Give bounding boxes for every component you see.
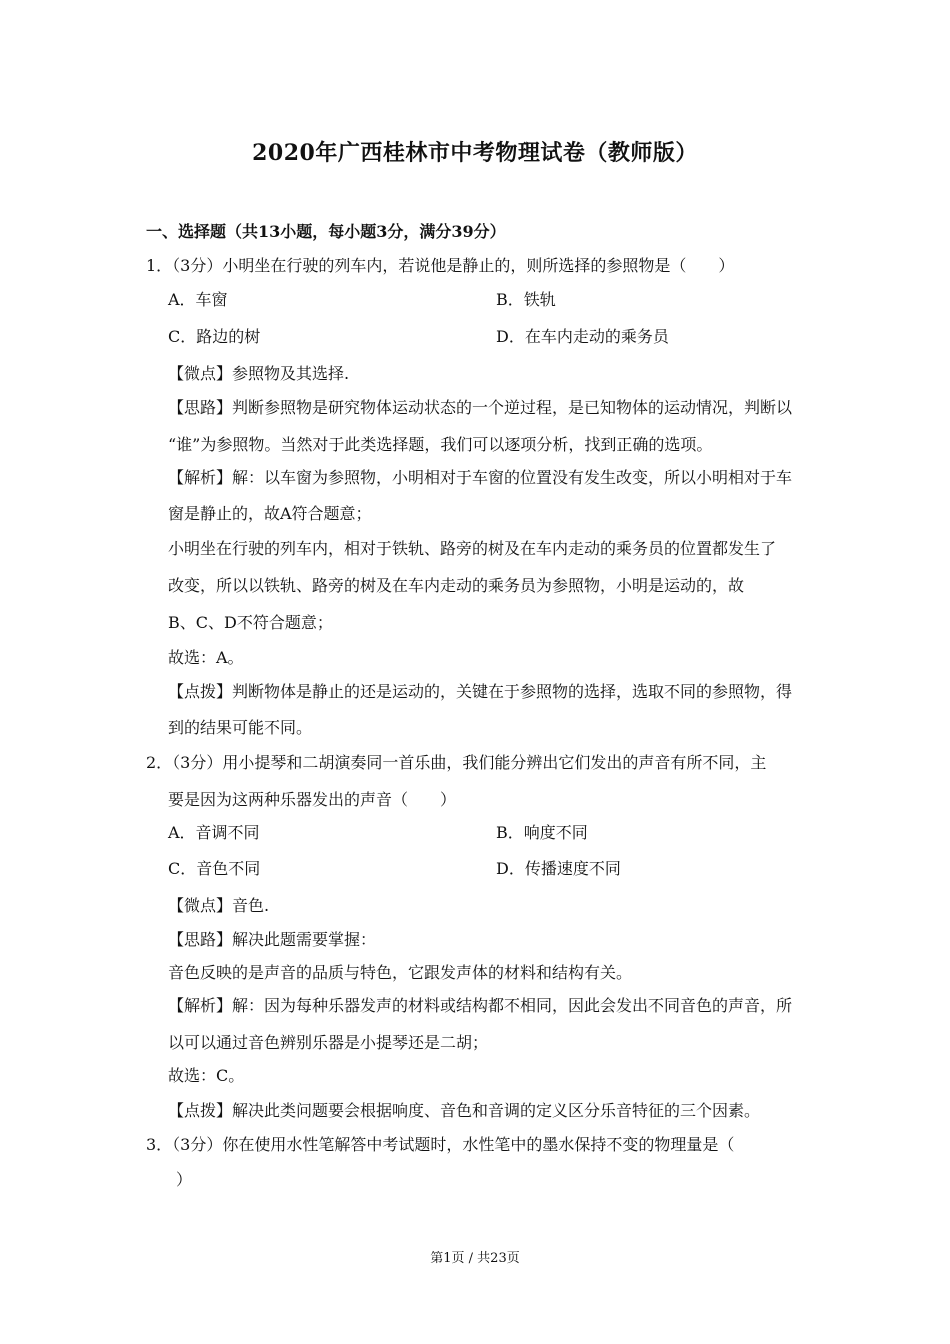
q2-option-d: D．传播速度不同 (496, 859, 621, 878)
question-3-stem-line-2: ） (176, 1170, 193, 1189)
q1-analysis-line-1: 【解析】解：以车窗为参照物，小明相对于车窗的位置没有发生改变，所以小明相对于车 (168, 468, 793, 487)
q1-option-d: D．在车内走动的乘务员 (496, 327, 669, 346)
q2-tip-line-1: 【点拨】解决此类问题要会根据响度、音色和音调的定义区分乐音特征的三个因素。 (168, 1101, 761, 1120)
q1-tip-line-2: 到的结果可能不同。 (168, 718, 313, 737)
q1-analysis-line-3: 小明坐在行驶的列车内，相对于铁轨、路旁的树及在车内走动的乘务员的位置都发生了 (168, 539, 777, 558)
q1-approach-line-2: “谁”为参照物。当然对于此类选择题，我们可以逐项分析，找到正确的选项。 (168, 435, 713, 454)
q1-analysis-line-2: 窗是静止的，故A符合题意； (168, 504, 372, 523)
question-1-stem: 1．（3分）小明坐在行驶的列车内，若说他是静止的，则所选择的参照物是（ ） (146, 256, 735, 275)
q2-approach-line-1: 【思路】解决此题需要掌握： (168, 930, 377, 949)
q1-option-c: C．路边的树 (168, 327, 261, 346)
q2-answer: 故选：C。 (168, 1066, 245, 1085)
page-footer: 第1页 / 共23页 (430, 1251, 520, 1266)
q1-approach-line-1: 【思路】判断参照物是研究物体运动状态的一个逆过程，是已知物体的运动情况，判断以 (168, 398, 793, 417)
q1-answer: 故选：A。 (168, 648, 244, 667)
q1-knowledge-point: 【微点】参照物及其选择. (168, 364, 350, 383)
page-title: 2020年广西桂林市中考物理试卷（教师版） (252, 140, 698, 166)
question-3-stem-line-1: 3．（3分）你在使用水性笔解答中考试题时，水性笔中的墨水保持不变的物理量是（ (146, 1135, 735, 1154)
q2-knowledge-point: 【微点】音色. (168, 896, 270, 915)
question-2-stem-line-2: 要是因为这两种乐器发出的声音（ ） (168, 790, 457, 809)
q2-option-b: B．响度不同 (496, 823, 588, 842)
section-heading: 一、选择题（共13小题，每小题3分，满分39分） (146, 222, 506, 241)
q2-option-c: C．音色不同 (168, 859, 261, 878)
question-2-stem-line-1: 2．（3分）用小提琴和二胡演奏同一首乐曲，我们能分辨出它们发出的声音有所不同，主 (146, 753, 767, 772)
q1-analysis-line-5: B、C、D不符合题意； (168, 613, 333, 632)
q2-analysis-line-2: 以可以通过音色辨别乐器是小提琴还是二胡； (168, 1033, 489, 1052)
q1-analysis-line-4: 改变，所以以铁轨、路旁的树及在车内走动的乘务员为参照物，小明是运动的，故 (168, 576, 745, 595)
q2-analysis-line-1: 【解析】解：因为每种乐器发声的材料或结构都不相同，因此会发出不同音色的声音，所 (168, 996, 793, 1015)
q2-approach-line-2: 音色反映的是声音的品质与特色，它跟发声体的材料和结构有关。 (168, 963, 633, 982)
q2-option-a: A．音调不同 (168, 823, 260, 842)
q1-tip-line-1: 【点拨】判断物体是静止的还是运动的，关键在于参照物的选择，选取不同的参照物，得 (168, 682, 793, 701)
q1-option-a: A．车窗 (168, 290, 228, 309)
q1-option-b: B．铁轨 (496, 290, 556, 309)
